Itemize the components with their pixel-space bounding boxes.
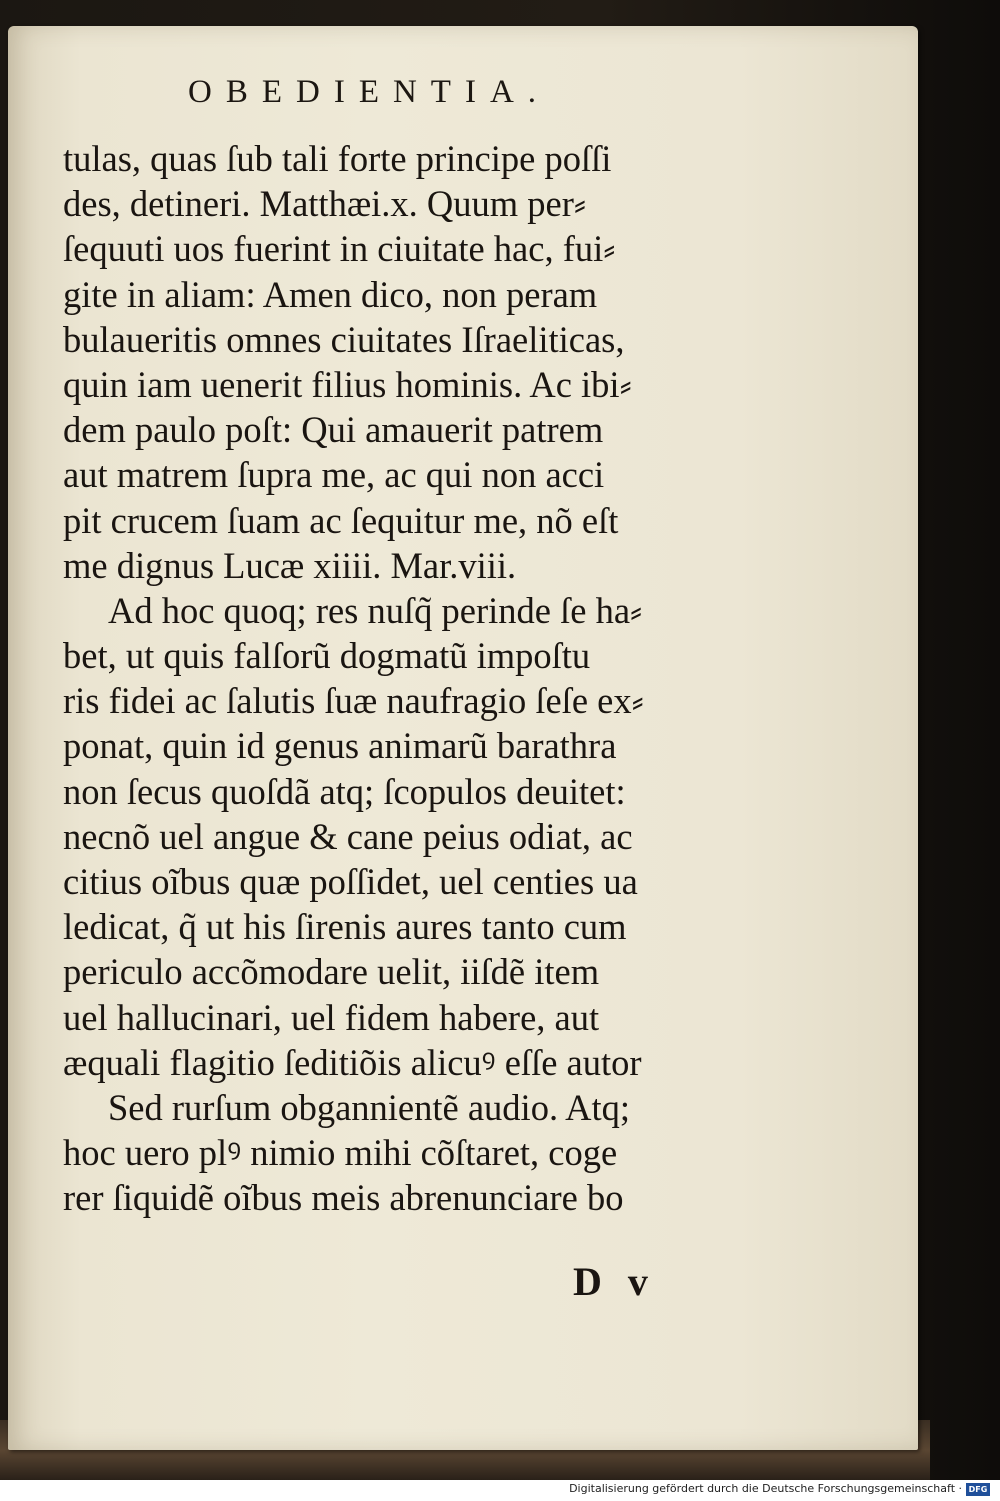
text-line: gite in aliam: Amen dico, non peram: [63, 273, 598, 315]
text-line: dem paulo poſt: Qui amauerit patrem: [63, 409, 604, 451]
book-page: [8, 26, 918, 1450]
text-line: æquali flagitio ſeditiõis alicuꝰ eſſe autor: [63, 1041, 642, 1083]
text-line: me dignus Lucæ xiiii. Mar.viii.: [63, 544, 517, 586]
text-line: uel hallucinari, uel fidem habere, aut: [63, 996, 600, 1038]
dfg-logo-icon: DFG: [966, 1483, 990, 1496]
text-line: rer ſiquidẽ oĩbus meis abrenunciare bo: [63, 1177, 624, 1219]
text-line: Sed rurſum obgannientẽ audio. Atq;: [108, 1086, 631, 1128]
text-block: [63, 136, 713, 1221]
text-line: hoc uero plꝰ nimio mihi cõſtaret, coge: [63, 1132, 618, 1174]
text-line: des, detineri. Matthæi.x. Quum per⸗: [63, 183, 587, 225]
text-line: ris fidei ac ſalutis ſuæ naufragio ſeſe ex⸗: [63, 680, 644, 722]
footer-credit: Digitalisierung gefördert durch die Deutsche Forschungsgemeinschaft ·: [569, 1482, 962, 1495]
text-line: citius oĩbus quæ poſſidet, uel centies ua: [63, 861, 638, 902]
text-line: bulaueritis omnes ciuitates Iſraeliticas,: [63, 318, 625, 360]
running-head: OBEDIENTIA.: [188, 74, 551, 110]
text-line: periculo accõmodare uelit, iiſdẽ item: [63, 951, 600, 993]
text-line: ſequuti uos fuerint in ciuitate hac, fui⸗: [63, 228, 616, 270]
text-line: tulas, quas ſub tali forte principe poſſi: [63, 138, 612, 179]
text-line: quin iam uenerit filius hominis. Ac ibi⸗: [63, 363, 632, 405]
text-line: ponat, quin id genus animarũ barathra: [63, 725, 617, 767]
text-line: aut matrem ſupra me, ac qui non acci: [63, 454, 605, 496]
text-line: pit crucem ſuam ac ſequitur me, nõ eſt: [63, 499, 619, 541]
signature-mark: D v: [573, 1259, 656, 1304]
text-line: necnõ uel angue & cane peius odiat, ac: [63, 815, 633, 857]
text-line: Ad hoc quoq; res nuſq̃ perinde ſe ha⸗: [108, 589, 643, 631]
text-line: bet, ut quis falſorũ dogmatũ impoſtu: [63, 635, 591, 677]
text-line: ledicat, q̃ ut his ſirenis aures tanto cum: [63, 906, 627, 948]
text-line: non ſecus quoſdã atq; ſcopulos deuitet:: [63, 770, 626, 812]
